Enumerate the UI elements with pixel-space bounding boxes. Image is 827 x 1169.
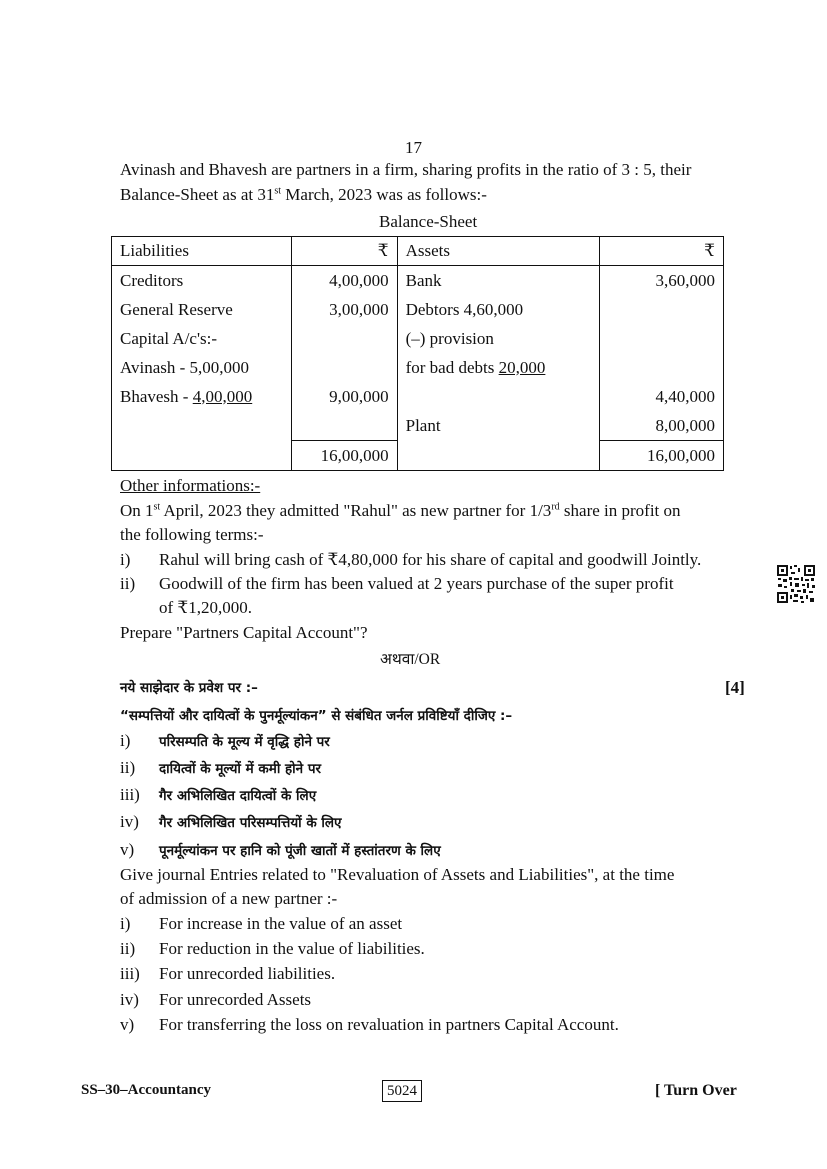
- term-text: Goodwill of the firm has been valued at 2 years purchase of the super profit: [159, 574, 674, 593]
- hindi-item-text: गैर अभिलिखित दायित्वों के लिए: [159, 788, 317, 804]
- asset-label: for bad debts 20,000: [397, 353, 600, 382]
- hindi-item-number: i): [120, 731, 131, 750]
- english-question-line2: of admission of a new partner :-: [120, 889, 338, 908]
- question-intro-line2: Balance-Sheet as at 31st March, 2023 was as follows:-: [120, 185, 487, 204]
- liability-label: Bhavesh - 4,00,000: [112, 382, 292, 411]
- english-item-number: iv): [120, 990, 139, 1009]
- page-number: 17: [405, 138, 422, 157]
- asset-label: (–) provision: [397, 324, 600, 353]
- table-row: [112, 266, 724, 296]
- table-caption: Balance-Sheet: [379, 212, 478, 231]
- term-text: Rahul will bring cash of ₹4,80,000 for his share of capital and goodwill Jointly.: [159, 550, 702, 569]
- hindi-item-number: iii): [120, 785, 140, 804]
- english-item-text: For reduction in the value of liabilities.: [159, 939, 425, 958]
- hindi-item-text: परिसम्पति के मूल्य में वृद्धि होने पर: [159, 734, 330, 750]
- table-row: [112, 324, 724, 353]
- english-item-number: i): [120, 914, 131, 933]
- other-info-line1: On 1st April, 2023 they admitted "Rahul" as new partner for 1/3rd share in profit on: [120, 501, 681, 520]
- hindi-item-number: v): [120, 840, 135, 859]
- english-question-line1: Give journal Entries related to "Revaluation of Assets and Liabilities", at the time: [120, 865, 675, 884]
- turn-over-label: [ Turn Over: [655, 1082, 737, 1099]
- prepare-instruction: Prepare "Partners Capital Account"?: [120, 623, 368, 642]
- english-item-text: For unrecorded Assets: [159, 990, 312, 1009]
- asset-label: Bank: [397, 266, 600, 296]
- total-assets: 16,00,000: [600, 441, 724, 471]
- asset-amount: 4,40,000: [600, 382, 724, 411]
- table-row: [112, 295, 724, 324]
- asset-label: Debtors 4,60,000: [397, 295, 600, 324]
- header-liabilities: Liabilities: [112, 237, 292, 266]
- total-assets-label: [397, 441, 600, 471]
- liability-amount: 4,00,000: [291, 266, 397, 296]
- hindi-question: “सम्पत्तियों और दायित्वों के पुनर्मूल्यांकन” से संबंधित जर्नल प्रविष्टियाँ दीजिए :–: [120, 708, 513, 724]
- liability-label: General Reserve: [112, 295, 292, 324]
- english-item-number: iii): [120, 964, 140, 983]
- table-row: [112, 411, 724, 441]
- liability-amount: [291, 411, 397, 441]
- asset-label: [397, 382, 600, 411]
- table-row: [112, 382, 724, 411]
- liability-amount: 9,00,000: [291, 382, 397, 411]
- asset-amount: [600, 353, 724, 382]
- liability-label: Avinash - 5,00,000: [112, 353, 292, 382]
- english-item-text: For increase in the value of an asset: [159, 914, 403, 933]
- header-assets: Assets: [397, 237, 600, 266]
- liability-label: Creditors: [112, 266, 292, 296]
- header-rupee-liabilities: ₹: [291, 237, 397, 266]
- english-item-text: For unrecorded liabilities.: [159, 964, 336, 983]
- english-item-number: ii): [120, 939, 136, 958]
- marks-label: [4]: [725, 678, 745, 697]
- other-info-line2: the following terms:-: [120, 525, 264, 544]
- header-rupee-assets: ₹: [600, 237, 724, 266]
- hindi-item-text: पूनर्मूल्यांकन पर हानि को पूंजी खातों में हस्तांतरण के लिए: [159, 843, 441, 859]
- total-liabilities: 16,00,000: [291, 441, 397, 471]
- hindi-heading: नये साझेदार के प्रवेश पर :–: [120, 680, 258, 696]
- table-row: [112, 353, 724, 382]
- asset-amount: [600, 324, 724, 353]
- term-text-continued: of ₹1,20,000.: [159, 598, 252, 617]
- english-item-text: For transferring the loss on revaluation in partners Capital Account.: [159, 1015, 619, 1034]
- or-separator: अथवा/OR: [380, 651, 441, 668]
- hindi-item-number: iv): [120, 812, 139, 831]
- question-intro-line1: Avinash and Bhavesh are partners in a firm, sharing profits in the ratio of 3 : 5, their: [120, 160, 692, 179]
- other-info-heading: Other informations:-: [120, 476, 261, 495]
- hindi-item-text: दायित्वों के मूल्यों में कमी होने पर: [159, 761, 322, 777]
- total-liabilities-label: [112, 441, 292, 471]
- liability-amount: 3,00,000: [291, 295, 397, 324]
- page-code-box: 5024: [382, 1080, 422, 1102]
- liability-amount: [291, 324, 397, 353]
- balance-sheet-table: [111, 236, 724, 471]
- english-item-number: v): [120, 1015, 135, 1034]
- hindi-item-number: ii): [120, 758, 136, 777]
- table-total-row: [112, 441, 724, 471]
- table-header-row: [112, 237, 724, 266]
- asset-label: Plant: [397, 411, 600, 441]
- liability-label: Capital A/c's:-: [112, 324, 292, 353]
- paper-code: SS–30–Accountancy: [81, 1082, 212, 1098]
- hindi-item-text: गैर अभिलिखित परिसम्पत्तियों के लिए: [159, 815, 342, 831]
- asset-amount: 3,60,000: [600, 266, 724, 296]
- liability-amount: [291, 353, 397, 382]
- term-number: i): [120, 550, 131, 569]
- liability-label: [112, 411, 292, 441]
- asset-amount: [600, 295, 724, 324]
- asset-amount: 8,00,000: [600, 411, 724, 441]
- qr-code-icon: [776, 564, 816, 604]
- term-number: ii): [120, 574, 136, 593]
